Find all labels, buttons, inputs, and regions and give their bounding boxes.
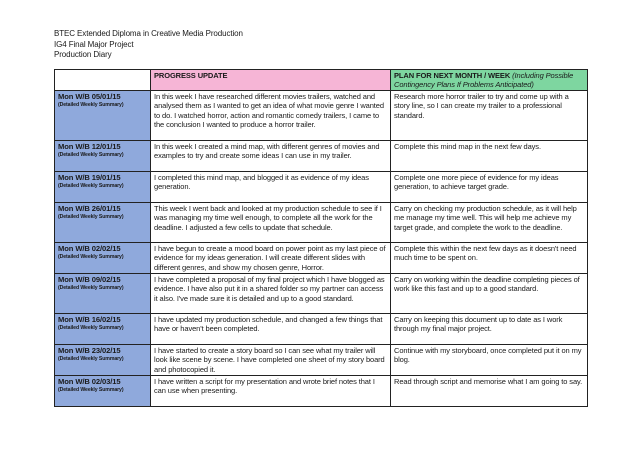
week-date: Mon W/B 16/02/15 [58,314,121,324]
progress-cell: In this week I have researched different movies trailers, watched and analysed them as I wanted to get an idea of what movie genre I wanted to do. I watched horror, action and romantic comedy trailers, I came to the conclusion I wanted to produce a horror trailer. [151,91,391,141]
project-title: IG4 Final Major Project [54,39,134,49]
week-date-cell [55,203,151,243]
progress-cell: In this week I created a mind map, with different genres of movies and examples to try and create some ideas I can use in my trailer. [151,141,391,172]
plan-cell: Complete one more piece of evidence for my ideas generation, to achieve target grade. [391,172,588,203]
table-row [55,203,588,243]
week-date-cell [55,314,151,345]
week-date: Mon W/B 26/01/15 [58,203,121,213]
plan-cell: Carry on keeping this document up to date as I work through my final major project. [391,314,588,345]
progress-cell: I completed this mind map, and blogged it as evidence of my ideas generation. [151,172,391,203]
table-row [55,314,588,345]
document-header [54,29,243,61]
course-title: BTEC Extended Diploma in Creative Media Production [54,29,243,38]
progress-cell: I have completed a proposal of my final project which I have blogged as evidence. I have also put it in a shared folder so my partner can access it also. I've made sure it is detailed and up to a good standard. [151,274,391,314]
week-date: Mon W/B 09/02/15 [58,274,121,284]
plan-cell: Complete this within the next few days as it doesn't need much time to be spent on. [391,243,588,274]
week-date: Mon W/B 05/01/15 [58,91,121,101]
week-date-cell [55,172,151,203]
table-row [55,243,588,274]
week-date-sublabel: (Detailed Weekly Summary) [58,254,124,261]
week-date: Mon W/B 02/02/15 [58,243,121,253]
progress-cell: I have updated my production schedule, and changed a few things that have or haven't been completed. [151,314,391,345]
plan-cell: Carry on working within the deadline completing pieces of work like this fast and up to a good standard. [391,274,588,314]
week-date: Mon W/B 23/02/15 [58,345,121,355]
week-date-sublabel: (Detailed Weekly Summary) [58,356,124,363]
week-date-cell [55,243,151,274]
week-date: Mon W/B 19/01/15 [58,172,121,182]
progress-update-header [151,70,391,91]
progress-cell: I have started to create a story board so I can see what my trailer will look like scene by scene. I have completed one sheet of my story board and photocopied it. [151,345,391,376]
week-date-sublabel: (Detailed Weekly Summary) [58,387,124,394]
plan-cell: Read through script and memorise what I am going to say. [391,376,588,407]
week-date: Mon W/B 12/01/15 [58,141,121,151]
week-date-sublabel: (Detailed Weekly Summary) [58,214,124,221]
plan-cell: Carry on checking my production schedule, as it will help me manage my time well. This will help me achieve my target grade, and complete the work to the deadline. [391,203,588,243]
progress-cell: I have written a script for my presentation and wrote brief notes that I can use when presenting. [151,376,391,407]
progress-cell: I have begun to create a mood board on power point as my last piece of evidence for my ideas generation. I will create different slides with different genres, and show my chosen genre, Horror. [151,243,391,274]
week-date-sublabel: (Detailed Weekly Summary) [58,285,124,292]
document-title: Production Diary [54,50,112,59]
plan-header [391,70,588,91]
table-row [55,141,588,172]
week-date-cell [55,345,151,376]
plan-header-note: (Including Possible Contingency Plans If Problems Anticipated) [394,70,574,90]
week-date-sublabel: (Detailed Weekly Summary) [58,183,124,190]
week-date-cell [55,141,151,172]
table-row [55,172,588,203]
table-row [55,345,588,376]
week-date-cell [55,91,151,141]
table-row [55,274,588,314]
week-date-sublabel: (Detailed Weekly Summary) [58,152,124,159]
header-blank-cell [55,70,151,91]
table-row [55,376,588,407]
plan-cell: Research more horror trailer to try and come up with a story line, so I can create my trailer to a professional standard. [391,91,588,141]
week-date-cell [55,376,151,407]
plan-header-label: PLAN FOR NEXT MONTH / WEEK [394,70,511,80]
week-date-cell [55,274,151,314]
table-header-row [55,70,588,91]
table-row [55,91,588,141]
production-diary-table [54,69,588,407]
plan-cell: Complete this mind map in the next few days. [391,141,588,172]
progress-cell: This week I went back and looked at my production schedule to see if I was managing my time well enough, to complete all the work for the deadline. I adjusted a few cells to update that schedule. [151,203,391,243]
plan-cell: Continue with my storyboard, once completed put it on my blog. [391,345,588,376]
week-date-sublabel: (Detailed Weekly Summary) [58,102,124,109]
progress-update-header-label: PROGRESS UPDATE [154,70,228,80]
week-date: Mon W/B 02/03/15 [58,376,121,386]
week-date-sublabel: (Detailed Weekly Summary) [58,325,124,332]
